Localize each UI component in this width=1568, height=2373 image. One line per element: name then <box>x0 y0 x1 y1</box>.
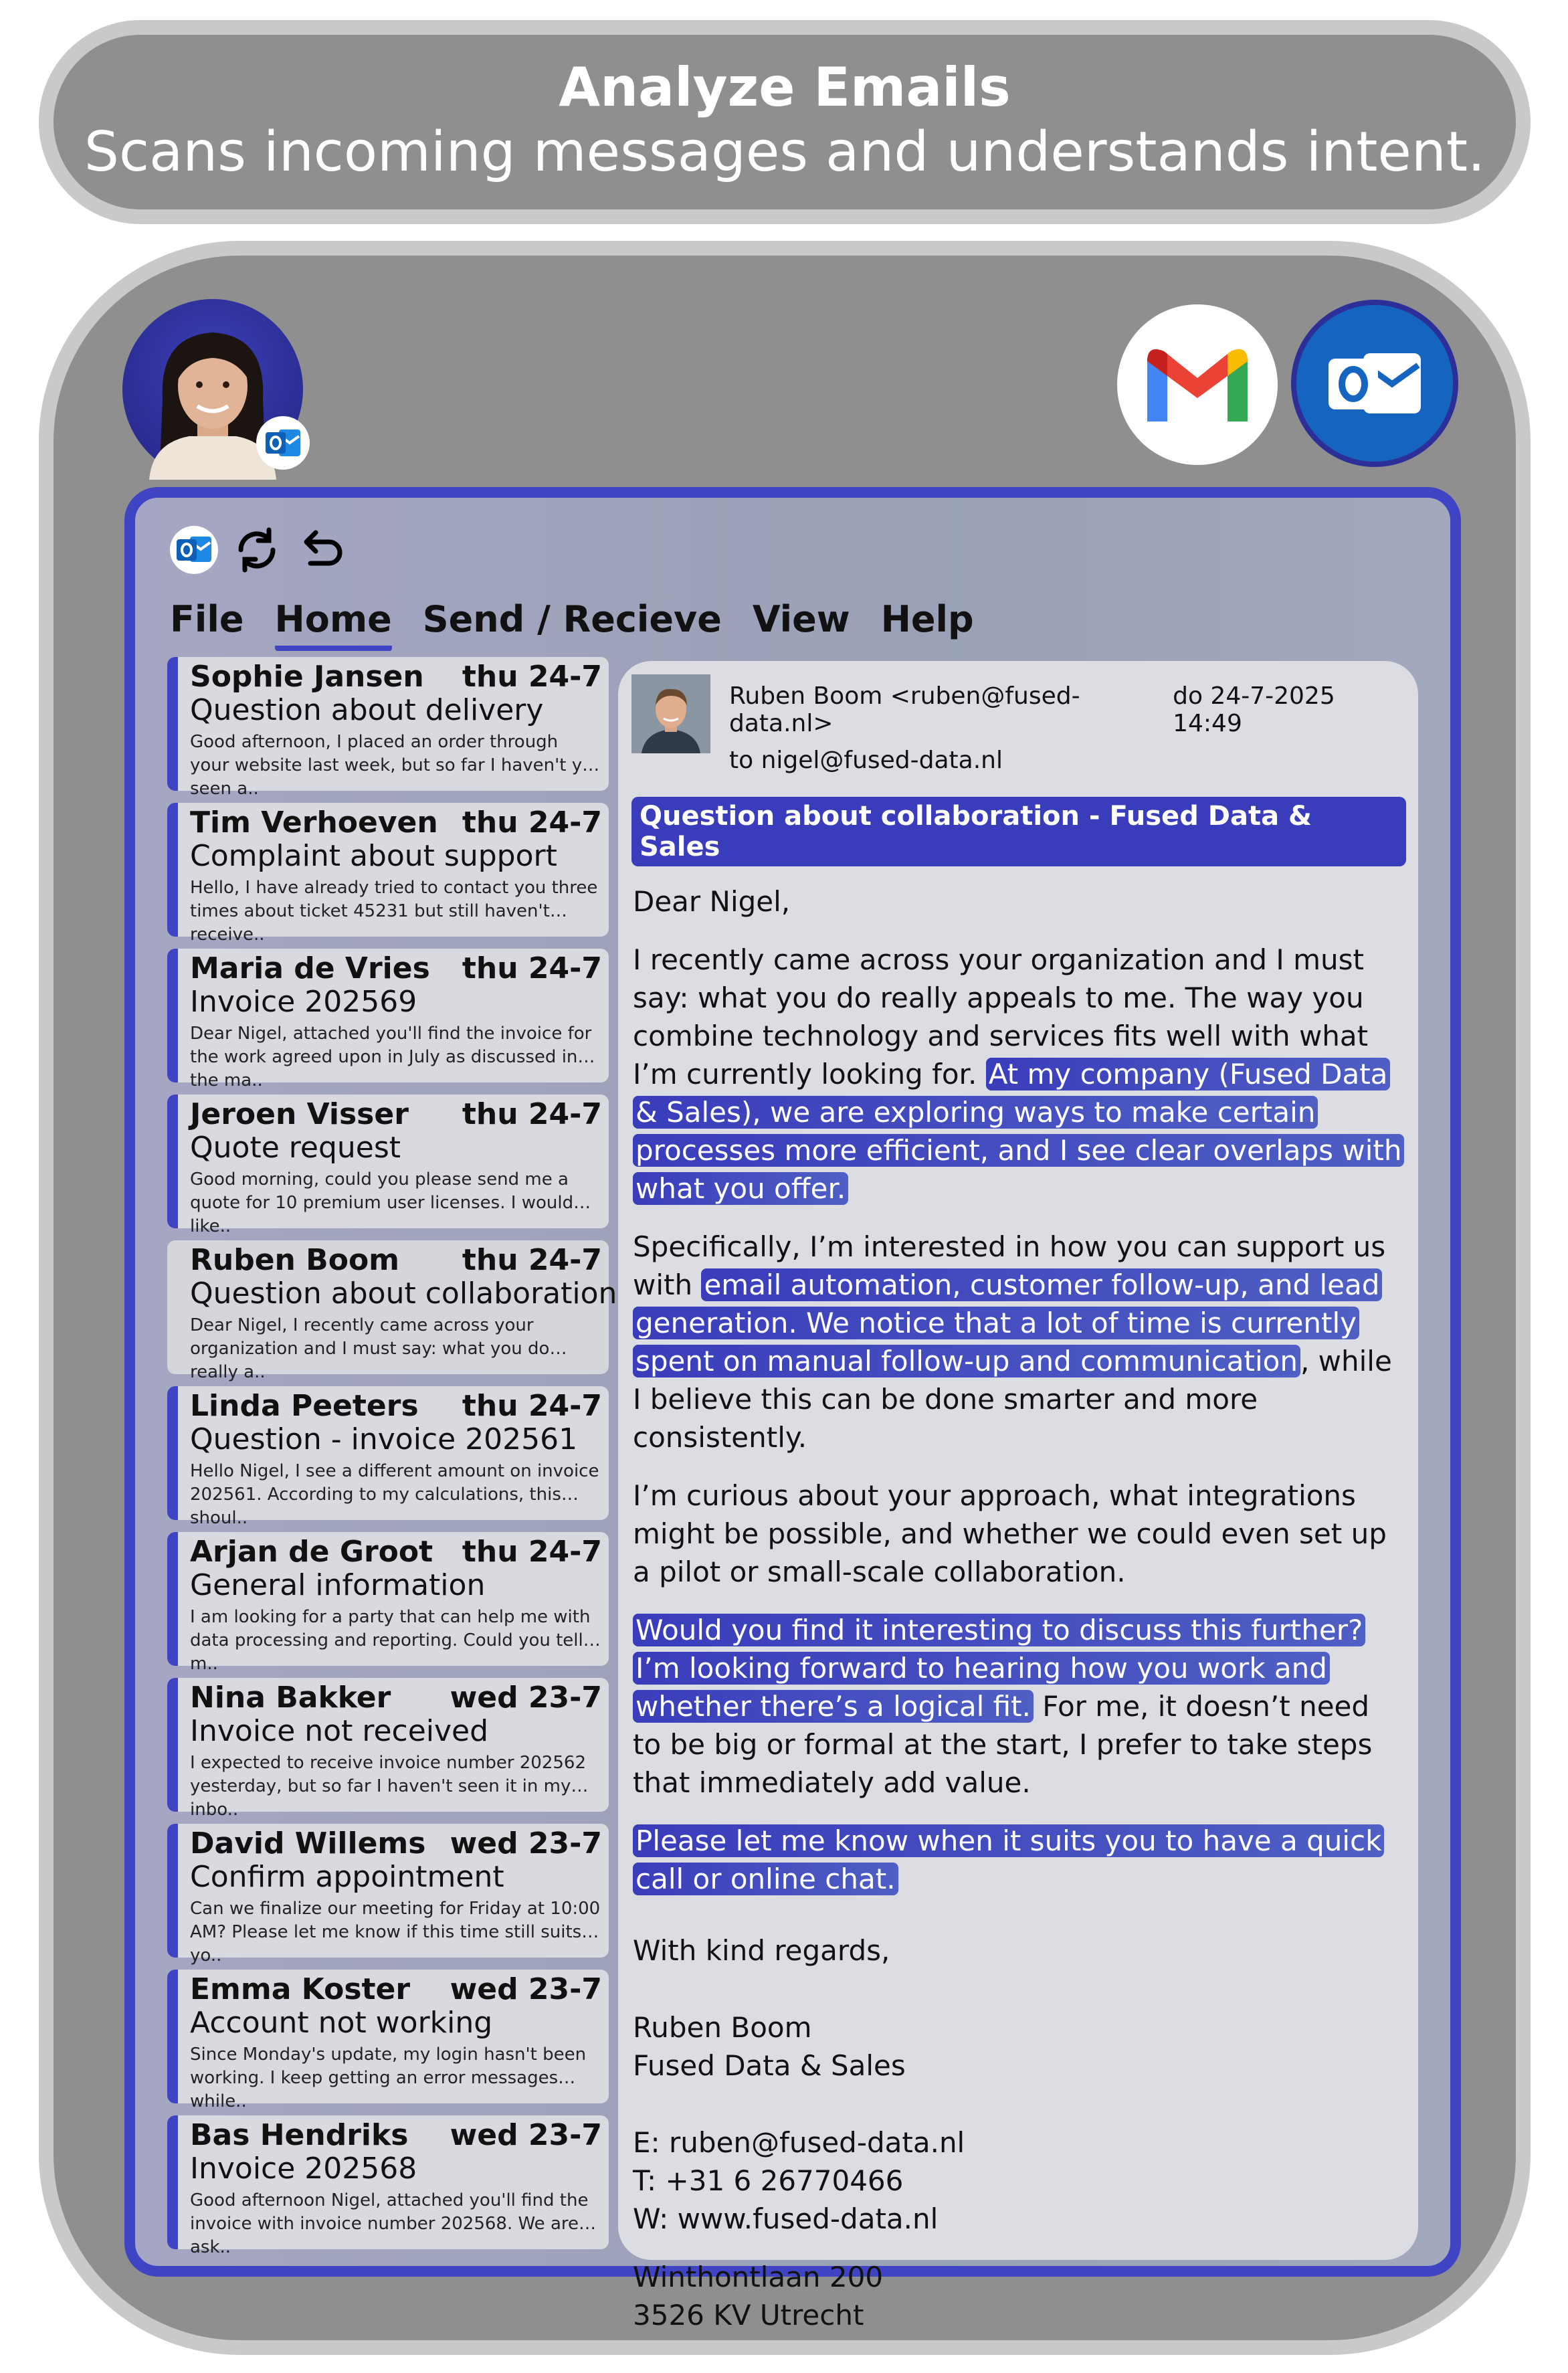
outlook-app-icon[interactable] <box>1291 300 1458 467</box>
highlighted-intent: Would you find it interesting to discuss this further? I’m looking forward to hearing how you work and whether there’s a logical fit. <box>633 1614 1365 1723</box>
sender: David Willems <box>190 1826 426 1861</box>
sender: Emma Koster <box>190 1972 411 2006</box>
list-item[interactable] <box>167 2115 609 2257</box>
from-address: Ruben Boom <ruben@fused-data.nl> <box>729 682 1080 737</box>
sender: Tim Verhoeven <box>190 805 438 840</box>
user-avatar-group <box>122 299 303 480</box>
sender: Ruben Boom <box>190 1243 400 1277</box>
menu-home[interactable]: Home <box>275 598 392 651</box>
list-item[interactable] <box>167 1386 609 1528</box>
subject: Question about delivery <box>190 693 544 727</box>
menu-file[interactable]: File <box>170 598 244 640</box>
preview: Hello Nigel, I see a different amount on invoice 202561. According to my calculations, this shoul.. <box>190 1460 599 1528</box>
text: For me, it doesn’t need to be big or formal at the start, I prefer to take steps that immediately add value. <box>633 1690 1373 1799</box>
sender: Maria de Vries <box>190 951 430 985</box>
subject: Confirm appointment <box>190 1860 504 1894</box>
highlighted-intent: At my company (Fused Data & Sales), we are exploring ways to make certain processes more efficient, and I see clear overlaps with what you offer. <box>633 1058 1404 1205</box>
preview: Dear Nigel, I recently came across your organization and I must say: what you do really a.. <box>190 1315 550 1382</box>
menu-view[interactable]: View <box>752 598 850 640</box>
sender: Arjan de Groot <box>190 1535 433 1569</box>
list-item[interactable] <box>167 1678 609 1820</box>
undo-icon[interactable] <box>294 525 345 575</box>
sender: Linda Peeters <box>190 1389 419 1423</box>
preview: Good afternoon Nigel, attached you'll find the invoice with invoice number 202568. We are ask.. <box>190 2190 589 2257</box>
toolbar <box>169 525 345 575</box>
list-item-selected[interactable] <box>167 1240 617 1382</box>
sender: Bas Hendriks <box>190 2118 409 2152</box>
sender-portrait-icon <box>631 674 710 753</box>
paragraph-1 <box>633 941 1406 1208</box>
list-item[interactable] <box>167 803 609 945</box>
list-item[interactable] <box>167 1824 609 1966</box>
subject: Invoice not received <box>190 1714 489 1748</box>
to-address: to nigel@fused-data.nl <box>729 747 1003 774</box>
signature-web: W: www.fused-data.nl <box>633 2202 939 2235</box>
preview: Good afternoon, I placed an order through your website last week, but so far I haven't yet seen a.. <box>190 731 600 799</box>
text: I recently came across your organization and I must say: what you do really appeals to me. The way you combine technology and services fits well with what I’m currently looking for. <box>633 943 1369 1090</box>
date: thu 24-7 <box>462 1243 602 1277</box>
banner-subtitle: Scans incoming messages and understands intent. <box>84 120 1486 185</box>
outlook-toolbar-icon[interactable] <box>169 525 219 575</box>
list-item[interactable] <box>167 949 609 1090</box>
reading-pane <box>618 661 1418 2332</box>
signature-street: Winthontlaan 200 <box>633 2261 884 2293</box>
message-datetime: do 24-7-2025 14:49 <box>1173 682 1335 737</box>
date: wed 23-7 <box>450 1681 602 1715</box>
preview: I expected to receive invoice number 202562 yesterday, but so far I haven't seen it in my inbo.. <box>190 1752 587 1820</box>
header-banner <box>39 20 1531 224</box>
signature-company: Fused Data & Sales <box>633 2049 906 2082</box>
paragraph-2 <box>633 1228 1406 1456</box>
message-body <box>631 882 1406 2334</box>
menu-help[interactable]: Help <box>880 598 974 640</box>
signature-name: Ruben Boom <box>633 2011 812 2044</box>
paragraph-3: I’m curious about your approach, what integrations might be possible, and whether we could even set up a pilot or small-scale collaboration. <box>633 1479 1387 1588</box>
list-item[interactable] <box>167 1970 609 2111</box>
date: thu 24-7 <box>462 1097 602 1131</box>
preview: Dear Nigel, attached you'll find the invoice for the work agreed upon in July as discussed in the ma.. <box>190 1023 592 1090</box>
ribbon-menu <box>170 598 974 651</box>
sender: Sophie Jansen <box>190 660 424 694</box>
preview: Can we finalize our meeting for Friday at 10:00 AM? Please let me know if this time still suits yo.. <box>190 1898 601 1966</box>
signature-city: 3526 KV Utrecht <box>633 2299 864 2332</box>
message-meta <box>729 682 1406 774</box>
list-item[interactable] <box>167 1095 609 1236</box>
subject: Question about collaboration <box>190 1276 617 1311</box>
banner-title: Analyze Emails <box>559 56 1011 119</box>
text: , while I believe this can be done smarter and more consistently. <box>633 1345 1392 1454</box>
signature <box>633 1931 1406 2334</box>
date: thu 24-7 <box>462 951 602 985</box>
sender: Jeroen Visser <box>190 1097 409 1131</box>
highlighted-intent: Please let me know when it suits you to have a quick call or online chat. <box>633 1824 1384 1895</box>
subject: Account not working <box>190 2006 493 2040</box>
date: thu 24-7 <box>462 660 602 694</box>
list-item[interactable] <box>167 1532 609 1674</box>
message-header <box>631 674 1406 774</box>
preview: Hello, I have already tried to contact you three times about ticket 45231 but still haven't receive.. <box>190 877 598 945</box>
subject: Quote request <box>190 1131 401 1165</box>
subject: Invoice 202569 <box>190 985 417 1019</box>
text: Specifically, I’m interested in how you can support us with <box>633 1230 1386 1301</box>
gmail-logo-icon <box>1141 341 1254 428</box>
preview: Since Monday's update, my login hasn't been working. I keep getting an error messages while.. <box>190 2044 587 2111</box>
gmail-icon[interactable] <box>1117 304 1278 465</box>
preview: Good morning, could you please send me a quote for 10 premium user licenses. I would like.. <box>190 1169 574 1236</box>
menu-send-receive[interactable]: Send / Recieve <box>422 598 722 640</box>
subject: Complaint about support <box>190 839 557 873</box>
signature-email: E: ruben@fused-data.nl <box>633 2126 965 2159</box>
sender: Nina Bakker <box>190 1681 391 1715</box>
email-client-window <box>124 487 1461 2332</box>
outlook-logo-icon <box>1325 340 1425 427</box>
list-item[interactable] <box>167 657 609 799</box>
date: wed 23-7 <box>450 1826 602 1861</box>
date: thu 24-7 <box>462 805 602 840</box>
closing: With kind regards, <box>633 1934 890 1967</box>
paragraph-4 <box>633 1611 1406 1802</box>
signature-phone: T: +31 6 26770466 <box>633 2164 904 2197</box>
paragraph-5 <box>633 1822 1406 1898</box>
inbox-list <box>167 657 617 2261</box>
message-subject: Question about collaboration - Fused Data & Sales <box>631 797 1406 866</box>
subject: General information <box>190 1568 486 1602</box>
date: wed 23-7 <box>450 1972 602 2006</box>
greeting: Dear Nigel, <box>633 885 791 918</box>
sync-icon[interactable] <box>231 525 282 575</box>
avatar-outlook-badge <box>256 416 310 470</box>
highlighted-intent: email automation, customer follow-up, and lead generation. We notice that a lot of time is currently spent on manual follow-up and communication <box>633 1268 1382 1378</box>
date: thu 24-7 <box>462 1389 602 1423</box>
date: wed 23-7 <box>450 2118 602 2152</box>
date: thu 24-7 <box>462 1535 602 1569</box>
preview: I am looking for a party that can help me with data processing and reporting. Could you tell m.. <box>190 1606 591 1674</box>
sender-avatar <box>631 674 710 753</box>
subject: Invoice 202568 <box>190 2152 417 2186</box>
subject: Question - invoice 202561 <box>190 1422 578 1456</box>
outlook-icon <box>263 423 303 463</box>
